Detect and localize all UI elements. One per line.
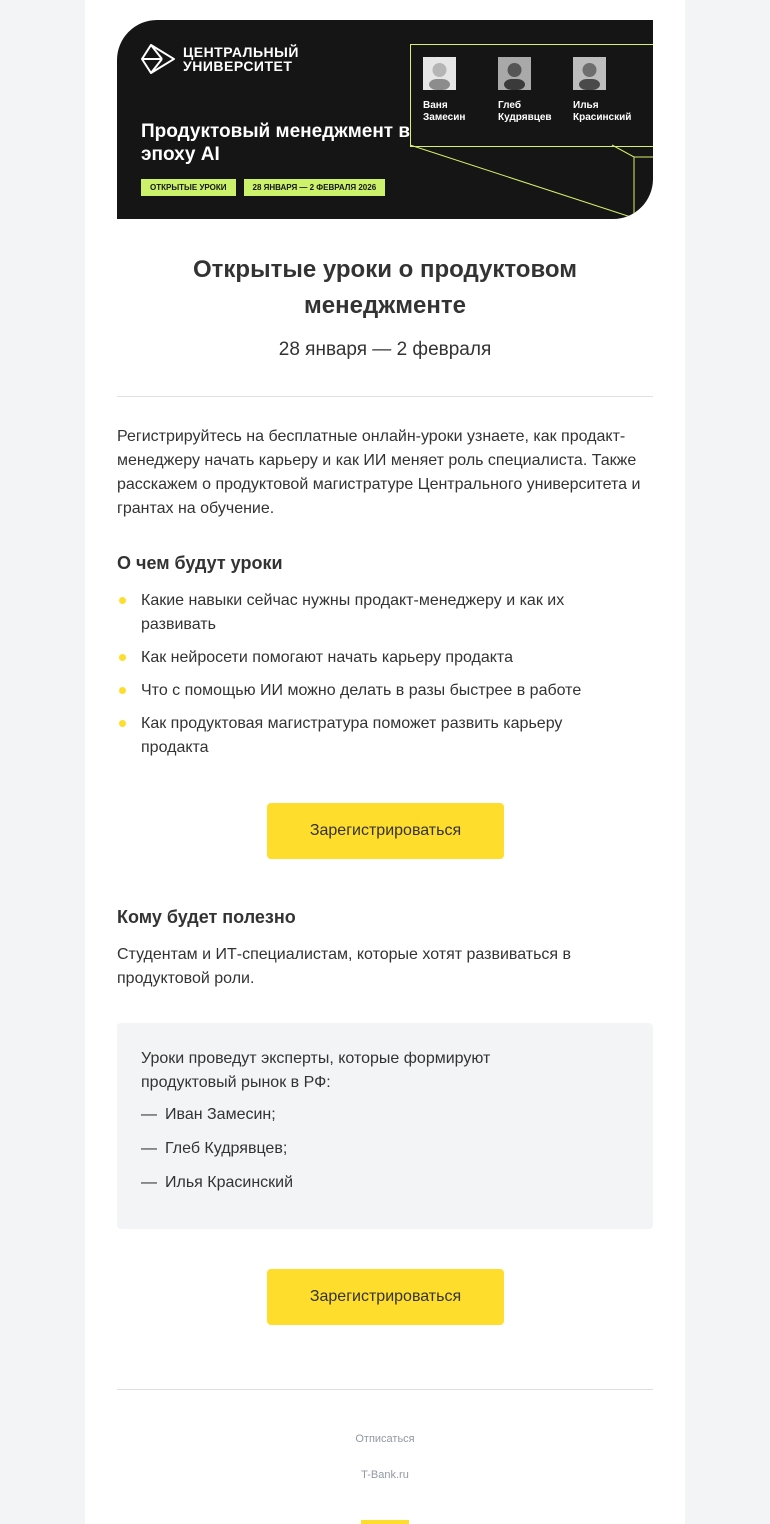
dash-marker: — xyxy=(141,1140,157,1157)
list-item xyxy=(117,712,621,760)
bullet-dot-icon xyxy=(119,687,126,694)
speaker xyxy=(423,57,498,124)
speakers-list xyxy=(423,57,648,124)
list-item-text: Как продуктовая магистратура поможет развить карьеру продакта xyxy=(141,715,563,756)
experts-intro: Уроки проведут эксперты, которые формируют продуктовый рынок в РФ: xyxy=(141,1050,491,1091)
speaker-last-name: Замесин xyxy=(423,112,466,123)
logo-line-2: УНИВЕРСИТЕТ xyxy=(183,58,293,74)
bullet-dot-icon xyxy=(119,654,126,661)
email-card xyxy=(85,0,685,1524)
tag-dates: 28 ЯНВАРЯ — 2 ФЕВРАЛЯ 2026 xyxy=(244,179,386,196)
list-item-text: Как нейросети помогают начать карьеру продакта xyxy=(141,649,513,666)
list-item xyxy=(117,646,621,670)
expert-item xyxy=(141,1103,276,1127)
audience-heading: Кому будет полезно xyxy=(117,907,296,927)
university-logo xyxy=(141,44,299,74)
logo-line-1: ЦЕНТРАЛЬНЫЙ xyxy=(183,44,299,60)
speaker xyxy=(498,57,573,124)
topics-list xyxy=(117,589,653,769)
register-button[interactable]: Зарегистрироваться xyxy=(267,1269,504,1325)
speaker-photo xyxy=(423,57,456,90)
expert-item xyxy=(141,1171,293,1195)
list-item-text: Что с помощью ИИ можно делать в разы быстрее в работе xyxy=(141,682,582,699)
audience-text: Студентам и ИТ-специалистам, которые хотят развиваться в продуктовой роли. xyxy=(117,946,572,987)
university-logo-text xyxy=(183,45,299,73)
unsubscribe-link[interactable]: Отписаться xyxy=(355,1433,415,1445)
bullet-dot-icon xyxy=(119,597,126,604)
list-item xyxy=(117,589,621,637)
banner-tags xyxy=(141,179,385,196)
speaker-first-name: Илья xyxy=(573,100,599,111)
footer-divider xyxy=(117,1389,653,1390)
event-dates: 28 января — 2 февраля xyxy=(278,339,492,360)
footer-accent-bar xyxy=(361,1520,409,1524)
intro-text: Регистрируйтесь на бесплатные онлайн-уроки узнаете, как продакт-менеджеру начать карьеру и как ИИ меняет роль специалиста. Также расскажем о продуктовой магистратуре Центрального университета и грантах на обучение. xyxy=(117,428,641,517)
experts-panel xyxy=(117,1023,653,1229)
list-item-text: Какие навыки сейчас нужны продакт-менеджеру и как их развивать xyxy=(141,592,565,633)
list-item xyxy=(117,679,621,703)
tag-open-lessons: ОТКРЫТЫЕ УРОКИ xyxy=(141,179,236,196)
expert-item xyxy=(141,1137,287,1161)
banner-title: Продуктовый менеджмент в эпоху AI xyxy=(141,121,411,165)
dash-marker: — xyxy=(141,1174,157,1191)
speakers-box xyxy=(410,44,653,147)
expert-name: Глеб Кудрявцев; xyxy=(165,1140,288,1157)
register-button[interactable]: Зарегистрироваться xyxy=(267,803,504,859)
speaker-last-name: Красинский xyxy=(573,112,632,123)
divider xyxy=(117,396,653,397)
speaker-photo xyxy=(498,57,531,90)
hero-banner xyxy=(117,20,653,219)
university-logo-icon xyxy=(141,44,175,74)
speaker-first-name: Ваня xyxy=(423,100,448,111)
expert-name: Иван Замесин; xyxy=(165,1106,276,1123)
speaker xyxy=(573,57,648,124)
speaker-last-name: Кудрявцев xyxy=(498,112,552,123)
expert-name: Илья Красинский xyxy=(165,1174,294,1191)
bullet-dot-icon xyxy=(119,720,126,727)
dash-marker: — xyxy=(141,1106,157,1123)
speaker-first-name: Глеб xyxy=(498,100,521,111)
site-link[interactable]: T-Bank.ru xyxy=(361,1469,409,1481)
topics-heading: О чем будут уроки xyxy=(117,553,283,573)
speaker-photo xyxy=(573,57,606,90)
page-title: Открытые уроки о продуктовом менеджменте xyxy=(193,256,577,319)
